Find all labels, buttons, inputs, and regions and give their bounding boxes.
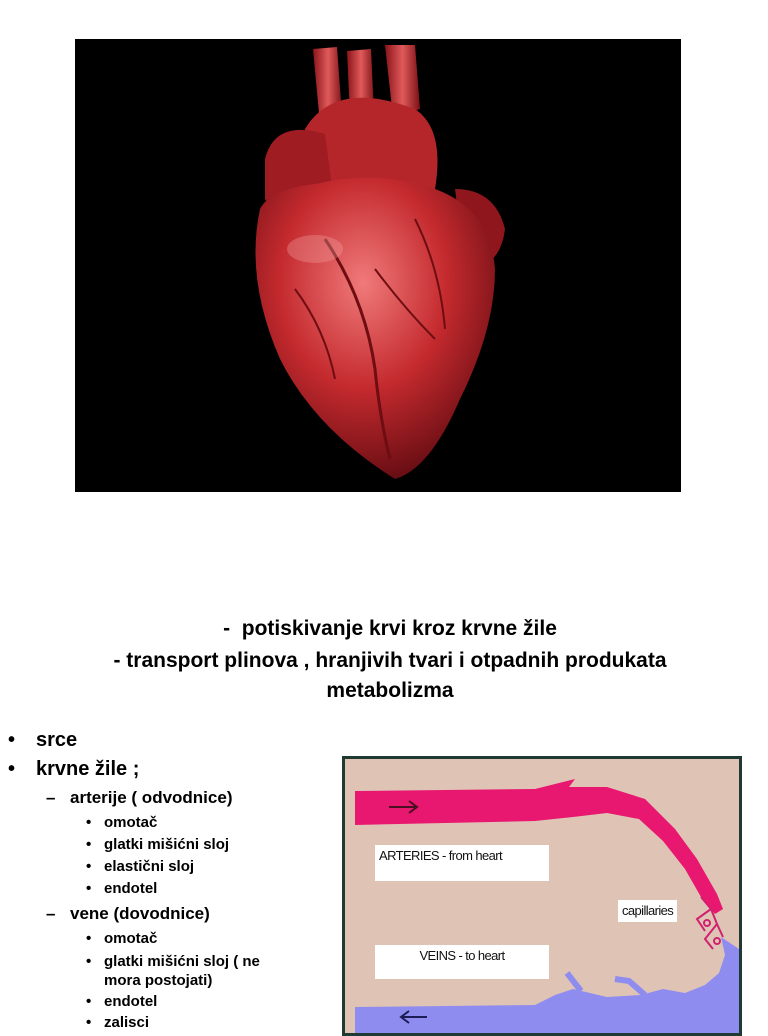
heart-illustration [75,39,681,492]
dash-marker: – [46,904,56,923]
vessel-illustration [345,759,739,1033]
bullet-marker: • [86,930,92,947]
function-line-1 [40,614,740,644]
capillaries-label: capillaries [618,900,677,922]
arterije-item: omotač [104,814,158,831]
arteries-label: ARTERIES - from heart [375,845,549,881]
dash-marker: – [46,788,56,807]
bullet-marker: • [86,814,92,831]
vene-item: omotač [104,930,158,947]
bullet-srce: srce [36,729,78,751]
line1-dash: - [223,617,231,640]
arterije-item: elastični sloj [104,858,195,875]
circulation-diagram [342,756,742,1036]
function-line-2: - transport plinova , hranjivih tvari i otpadnih produkata [113,649,667,672]
bullet-krvne-zile: krvne žile ; [36,758,140,780]
function-line-3: metabolizma [326,679,454,702]
bullet-marker: • [8,758,16,780]
bullet-marker: • [8,729,16,751]
vene-item-continued: mora postojati) [104,972,213,989]
sub-vene: vene (dovodnice) [70,904,210,923]
bullet-marker: • [86,858,92,875]
arterije-item: glatki mišićni sloj [104,836,230,853]
line1-text: potiskivanje krvi kroz krvne žile [241,617,557,640]
vene-item: endotel [104,993,158,1010]
vene-item: zalisci [104,1014,150,1031]
sub-arterije: arterije ( odvodnice) [70,788,233,807]
vene-item: glatki mišićni sloj ( ne [104,953,260,970]
veins-label: VEINS - to heart [375,945,549,979]
bullet-marker: • [86,953,92,970]
bullet-marker: • [86,993,92,1010]
bullet-marker: • [86,1014,92,1031]
bullet-marker: • [86,836,92,853]
bullet-marker: • [86,880,92,897]
heart-image [75,39,681,492]
arterije-item: endotel [104,880,158,897]
